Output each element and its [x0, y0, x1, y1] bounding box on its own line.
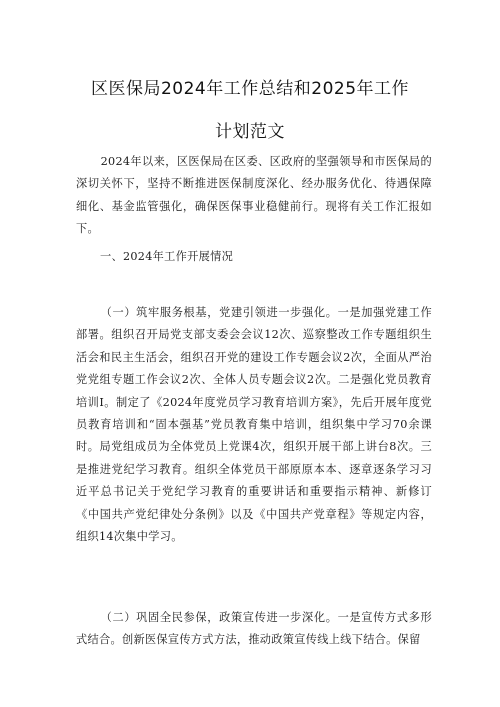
- document-title-line-2: 计划范文: [215, 122, 285, 142]
- document-title-line-1: 区医保局2024年工作总结和2025年工作: [90, 79, 410, 99]
- intro-paragraph: 2024年以来，区医保局在区委、区政府的坚强领导和市医保局的深切关怀下，坚持不断推进医保制度深化、经办服务优化、待遇保障细化、基金监管强化，确保医保事业稳健前行。现将有关工作汇报如下。: [76, 155, 432, 236]
- section-heading-1: 一、2024年工作开展情况: [100, 250, 234, 263]
- paragraph-party-building: （一）筑牢服务根基，党建引领进一步强化。一是加强党建工作部署。组织召开局党支部支委会会议12次、巡察整改工作专题组织生活会和民主生活会，组织召开党的建设工作专题会议2次，全面从严治党党组专题工作会议2次、全体人员专题会议2次。二是强化党员教育培训I。制定了《2024年度党员学习教育培训方案》，先后开展年度党员教育培训和“固本强基”党员教育集中培训，组织集中学习70余课时。局党组成员为全体党员上党课4次，组织开展干部上讲台8次。三是推进党纪学习教育。组织全体党员干部原原本本、逐章逐条学习习近平总书记关于党纪学习教育的重要讲话和重要指示精神、新修订《中国共产党纪律处分条例》以及《中国共产党章程》等规定内容，组织14次集中学习。: [76, 306, 432, 544]
- paragraph-insurance-publicity: （二）巩固全民参保，政策宣传进一步深化。一是宣传方式多形式结合。创新医保宣传方式方法，推动政策宣传线上线下结合。保留: [76, 611, 432, 647]
